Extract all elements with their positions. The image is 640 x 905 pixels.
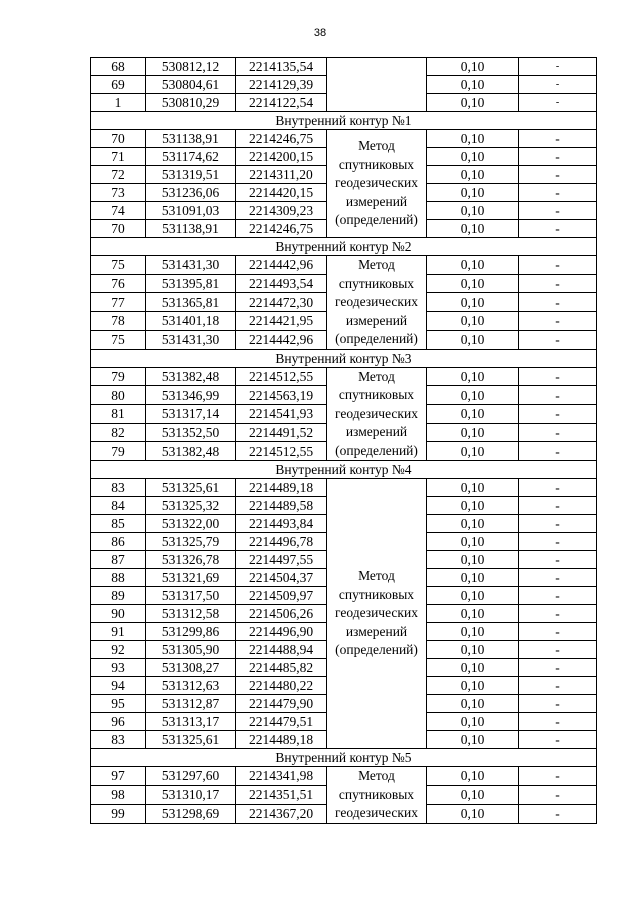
section-header-row <box>91 749 597 767</box>
point-number-cell: 75 <box>91 256 146 275</box>
x-coordinate-cell: 531431,30 <box>146 256 236 275</box>
x-coordinate-cell: 531382,48 <box>146 442 236 461</box>
x-coordinate-cell: 531382,48 <box>146 367 236 386</box>
accuracy-cell: 0,10 <box>427 785 519 804</box>
accuracy-cell: 0,10 <box>427 312 519 331</box>
y-coordinate-cell: 2214351,51 <box>236 785 327 804</box>
section-header-row <box>91 461 597 479</box>
y-coordinate-cell: 2214442,96 <box>236 330 327 349</box>
point-number-cell: 82 <box>91 423 146 442</box>
note-cell: - <box>519 767 597 786</box>
point-number-cell: 78 <box>91 312 146 331</box>
note-cell: - <box>519 695 597 713</box>
x-coordinate-cell: 531305,90 <box>146 641 236 659</box>
section-header-row <box>91 238 597 256</box>
table-row <box>91 130 597 148</box>
accuracy-cell: 0,10 <box>427 677 519 695</box>
y-coordinate-cell: 2214479,51 <box>236 713 327 731</box>
accuracy-cell: 0,10 <box>427 641 519 659</box>
x-coordinate-cell: 530804,61 <box>146 76 236 94</box>
table-row <box>91 479 597 497</box>
y-coordinate-cell: 2214442,96 <box>236 256 327 275</box>
point-number-cell: 69 <box>91 76 146 94</box>
section-title: Внутренний контур №2 <box>91 238 597 256</box>
note-cell: - <box>519 256 597 275</box>
y-coordinate-cell: 2214509,97 <box>236 587 327 605</box>
point-number-cell: 76 <box>91 274 146 293</box>
note-cell: - <box>519 423 597 442</box>
x-coordinate-cell: 531298,69 <box>146 804 236 823</box>
x-coordinate-cell: 531325,79 <box>146 533 236 551</box>
accuracy-cell: 0,10 <box>427 148 519 166</box>
y-coordinate-cell: 2214420,15 <box>236 184 327 202</box>
note-cell: - <box>519 659 597 677</box>
accuracy-cell: 0,10 <box>427 386 519 405</box>
note-cell: - <box>519 677 597 695</box>
accuracy-cell: 0,10 <box>427 695 519 713</box>
x-coordinate-cell: 531313,17 <box>146 713 236 731</box>
point-number-cell: 79 <box>91 367 146 386</box>
point-number-cell: 77 <box>91 293 146 312</box>
x-coordinate-cell: 531138,91 <box>146 130 236 148</box>
note-cell: - <box>519 497 597 515</box>
x-coordinate-cell: 531317,14 <box>146 404 236 423</box>
note-cell: - <box>519 166 597 184</box>
point-number-cell: 74 <box>91 202 146 220</box>
y-coordinate-cell: 2214135,54 <box>236 58 327 76</box>
section-title: Внутренний контур №3 <box>91 349 597 367</box>
point-number-cell: 70 <box>91 130 146 148</box>
x-coordinate-cell: 531352,50 <box>146 423 236 442</box>
point-number-cell: 73 <box>91 184 146 202</box>
point-number-cell: 75 <box>91 330 146 349</box>
accuracy-cell: 0,10 <box>427 804 519 823</box>
note-cell: - <box>519 605 597 623</box>
point-number-cell: 81 <box>91 404 146 423</box>
table-row <box>91 256 597 275</box>
note-cell: - <box>519 785 597 804</box>
accuracy-cell: 0,10 <box>427 479 519 497</box>
note-cell: - <box>519 220 597 238</box>
table-row <box>91 58 597 76</box>
section-title: Внутренний контур №1 <box>91 112 597 130</box>
method-cell <box>327 58 427 112</box>
accuracy-cell: 0,10 <box>427 731 519 749</box>
accuracy-cell: 0,10 <box>427 330 519 349</box>
table-row <box>91 367 597 386</box>
x-coordinate-cell: 531299,86 <box>146 623 236 641</box>
point-number-cell: 1 <box>91 94 146 112</box>
accuracy-cell: 0,10 <box>427 713 519 731</box>
note-cell: - <box>519 148 597 166</box>
note-cell: - <box>519 58 597 76</box>
x-coordinate-cell: 531138,91 <box>146 220 236 238</box>
y-coordinate-cell: 2214491,52 <box>236 423 327 442</box>
x-coordinate-cell: 531346,99 <box>146 386 236 405</box>
x-coordinate-cell: 530810,29 <box>146 94 236 112</box>
accuracy-cell: 0,10 <box>427 605 519 623</box>
point-number-cell: 92 <box>91 641 146 659</box>
x-coordinate-cell: 531319,51 <box>146 166 236 184</box>
x-coordinate-cell: 531325,32 <box>146 497 236 515</box>
accuracy-cell: 0,10 <box>427 202 519 220</box>
point-number-cell: 70 <box>91 220 146 238</box>
accuracy-cell: 0,10 <box>427 551 519 569</box>
x-coordinate-cell: 531297,60 <box>146 767 236 786</box>
y-coordinate-cell: 2214472,30 <box>236 293 327 312</box>
note-cell: - <box>519 130 597 148</box>
method-cell: Метод спутниковых геодезических измерений (определений) <box>327 256 427 350</box>
y-coordinate-cell: 2214496,78 <box>236 533 327 551</box>
coordinates-table <box>90 57 597 824</box>
y-coordinate-cell: 2214506,26 <box>236 605 327 623</box>
y-coordinate-cell: 2214421,95 <box>236 312 327 331</box>
accuracy-cell: 0,10 <box>427 184 519 202</box>
coordinates-table-body <box>91 58 597 824</box>
point-number-cell: 83 <box>91 731 146 749</box>
note-cell: - <box>519 587 597 605</box>
x-coordinate-cell: 531317,50 <box>146 587 236 605</box>
y-coordinate-cell: 2214541,93 <box>236 404 327 423</box>
x-coordinate-cell: 531236,06 <box>146 184 236 202</box>
y-coordinate-cell: 2214489,58 <box>236 497 327 515</box>
accuracy-cell: 0,10 <box>427 623 519 641</box>
accuracy-cell: 0,10 <box>427 515 519 533</box>
x-coordinate-cell: 531401,18 <box>146 312 236 331</box>
y-coordinate-cell: 2214200,15 <box>236 148 327 166</box>
note-cell: - <box>519 569 597 587</box>
accuracy-cell: 0,10 <box>427 423 519 442</box>
accuracy-cell: 0,10 <box>427 404 519 423</box>
section-header-row <box>91 349 597 367</box>
point-number-cell: 90 <box>91 605 146 623</box>
method-cell: Метод спутниковых геодезических измерений (определений) <box>327 367 427 461</box>
y-coordinate-cell: 2214480,22 <box>236 677 327 695</box>
note-cell: - <box>519 623 597 641</box>
accuracy-cell: 0,10 <box>427 166 519 184</box>
x-coordinate-cell: 531321,69 <box>146 569 236 587</box>
point-number-cell: 71 <box>91 148 146 166</box>
y-coordinate-cell: 2214493,84 <box>236 515 327 533</box>
point-number-cell: 83 <box>91 479 146 497</box>
y-coordinate-cell: 2214485,82 <box>236 659 327 677</box>
x-coordinate-cell: 531365,81 <box>146 293 236 312</box>
y-coordinate-cell: 2214512,55 <box>236 367 327 386</box>
accuracy-cell: 0,10 <box>427 76 519 94</box>
note-cell: - <box>519 479 597 497</box>
accuracy-cell: 0,10 <box>427 274 519 293</box>
accuracy-cell: 0,10 <box>427 220 519 238</box>
note-cell: - <box>519 386 597 405</box>
accuracy-cell: 0,10 <box>427 533 519 551</box>
point-number-cell: 95 <box>91 695 146 713</box>
x-coordinate-cell: 531312,58 <box>146 605 236 623</box>
accuracy-cell: 0,10 <box>427 497 519 515</box>
y-coordinate-cell: 2214512,55 <box>236 442 327 461</box>
note-cell: - <box>519 184 597 202</box>
point-number-cell: 68 <box>91 58 146 76</box>
method-cell: Метод спутниковых геодезических <box>327 767 427 824</box>
x-coordinate-cell: 531312,87 <box>146 695 236 713</box>
point-number-cell: 93 <box>91 659 146 677</box>
x-coordinate-cell: 531395,81 <box>146 274 236 293</box>
point-number-cell: 72 <box>91 166 146 184</box>
section-header-row <box>91 112 597 130</box>
note-cell: - <box>519 293 597 312</box>
y-coordinate-cell: 2214488,94 <box>236 641 327 659</box>
x-coordinate-cell: 531091,03 <box>146 202 236 220</box>
x-coordinate-cell: 531308,27 <box>146 659 236 677</box>
point-number-cell: 88 <box>91 569 146 587</box>
x-coordinate-cell: 531312,63 <box>146 677 236 695</box>
point-number-cell: 80 <box>91 386 146 405</box>
note-cell: - <box>519 641 597 659</box>
y-coordinate-cell: 2214341,98 <box>236 767 327 786</box>
point-number-cell: 86 <box>91 533 146 551</box>
x-coordinate-cell: 530812,12 <box>146 58 236 76</box>
y-coordinate-cell: 2214246,75 <box>236 130 327 148</box>
note-cell: - <box>519 367 597 386</box>
x-coordinate-cell: 531310,17 <box>146 785 236 804</box>
y-coordinate-cell: 2214129,39 <box>236 76 327 94</box>
note-cell: - <box>519 202 597 220</box>
point-number-cell: 85 <box>91 515 146 533</box>
method-cell: Метод спутниковых геодезических измерений (определений) <box>327 130 427 238</box>
accuracy-cell: 0,10 <box>427 659 519 677</box>
y-coordinate-cell: 2214489,18 <box>236 731 327 749</box>
accuracy-cell: 0,10 <box>427 293 519 312</box>
y-coordinate-cell: 2214246,75 <box>236 220 327 238</box>
point-number-cell: 98 <box>91 785 146 804</box>
accuracy-cell: 0,10 <box>427 442 519 461</box>
y-coordinate-cell: 2214496,90 <box>236 623 327 641</box>
y-coordinate-cell: 2214489,18 <box>236 479 327 497</box>
note-cell: - <box>519 312 597 331</box>
point-number-cell: 79 <box>91 442 146 461</box>
accuracy-cell: 0,10 <box>427 569 519 587</box>
accuracy-cell: 0,10 <box>427 130 519 148</box>
note-cell: - <box>519 94 597 112</box>
table-row <box>91 767 597 786</box>
note-cell: - <box>519 533 597 551</box>
section-title: Внутренний контур №5 <box>91 749 597 767</box>
x-coordinate-cell: 531322,00 <box>146 515 236 533</box>
y-coordinate-cell: 2214493,54 <box>236 274 327 293</box>
x-coordinate-cell: 531174,62 <box>146 148 236 166</box>
point-number-cell: 84 <box>91 497 146 515</box>
point-number-cell: 96 <box>91 713 146 731</box>
y-coordinate-cell: 2214479,90 <box>236 695 327 713</box>
x-coordinate-cell: 531325,61 <box>146 731 236 749</box>
note-cell: - <box>519 274 597 293</box>
x-coordinate-cell: 531431,30 <box>146 330 236 349</box>
note-cell: - <box>519 404 597 423</box>
point-number-cell: 94 <box>91 677 146 695</box>
y-coordinate-cell: 2214563,19 <box>236 386 327 405</box>
point-number-cell: 87 <box>91 551 146 569</box>
y-coordinate-cell: 2214497,55 <box>236 551 327 569</box>
accuracy-cell: 0,10 <box>427 367 519 386</box>
note-cell: - <box>519 330 597 349</box>
method-cell: Метод спутниковых геодезических измерений (определений) <box>327 479 427 749</box>
point-number-cell: 89 <box>91 587 146 605</box>
x-coordinate-cell: 531325,61 <box>146 479 236 497</box>
point-number-cell: 99 <box>91 804 146 823</box>
x-coordinate-cell: 531326,78 <box>146 551 236 569</box>
note-cell: - <box>519 731 597 749</box>
note-cell: - <box>519 515 597 533</box>
point-number-cell: 97 <box>91 767 146 786</box>
note-cell: - <box>519 76 597 94</box>
y-coordinate-cell: 2214311,20 <box>236 166 327 184</box>
section-title: Внутренний контур №4 <box>91 461 597 479</box>
y-coordinate-cell: 2214122,54 <box>236 94 327 112</box>
accuracy-cell: 0,10 <box>427 94 519 112</box>
note-cell: - <box>519 804 597 823</box>
point-number-cell: 91 <box>91 623 146 641</box>
page-number: 38 <box>313 27 327 39</box>
note-cell: - <box>519 551 597 569</box>
accuracy-cell: 0,10 <box>427 58 519 76</box>
accuracy-cell: 0,10 <box>427 256 519 275</box>
y-coordinate-cell: 2214309,23 <box>236 202 327 220</box>
accuracy-cell: 0,10 <box>427 587 519 605</box>
accuracy-cell: 0,10 <box>427 767 519 786</box>
note-cell: - <box>519 442 597 461</box>
y-coordinate-cell: 2214367,20 <box>236 804 327 823</box>
y-coordinate-cell: 2214504,37 <box>236 569 327 587</box>
note-cell: - <box>519 713 597 731</box>
